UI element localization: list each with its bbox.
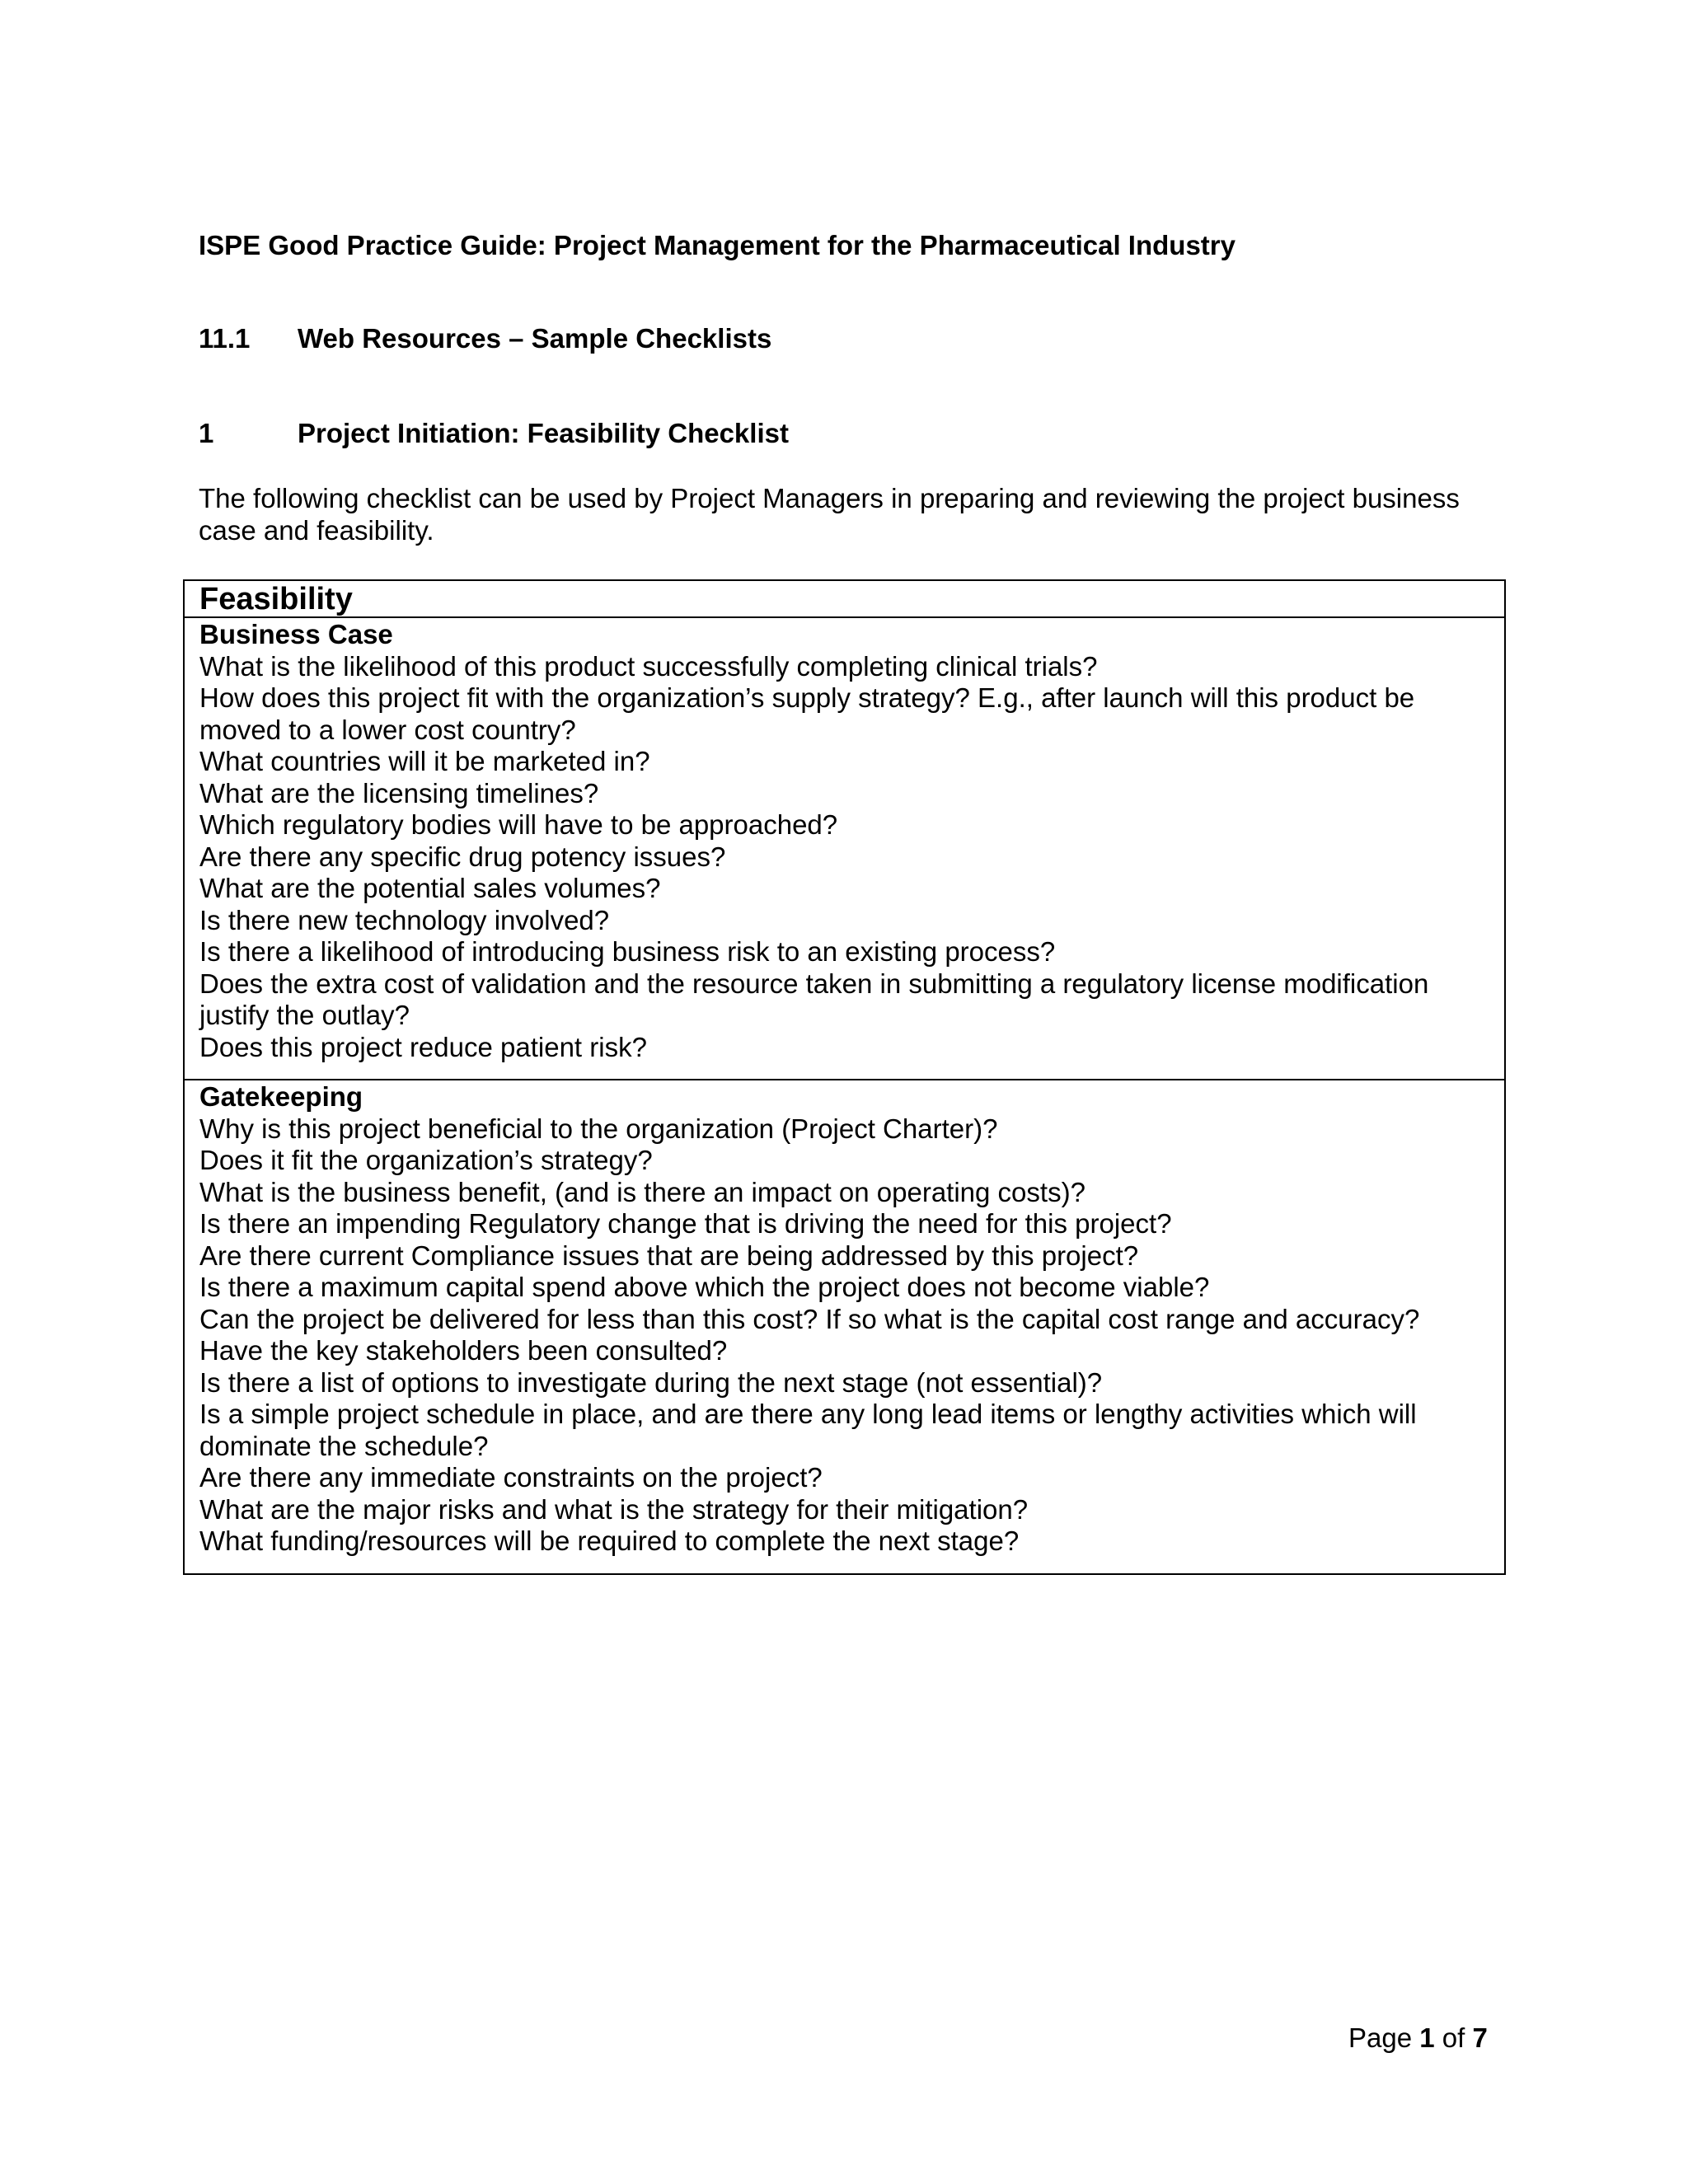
checklist-item: Does this project reduce patient risk? xyxy=(199,1031,647,1062)
checklist-item: Have the key stakeholders been consulted? xyxy=(199,1335,728,1366)
of-label: of xyxy=(1442,2022,1465,2053)
checklist-item: Is there a maximum capital spend above which the project does not become viable? xyxy=(199,1272,1210,1302)
checklist-item: Can the project be delivered for less than this cost? If so what is the capital cost range and accuracy? xyxy=(199,1303,1420,1334)
section-number: 11.1 xyxy=(199,323,251,354)
section-heading-text: Web Resources – Sample Checklists xyxy=(298,323,772,354)
checklist-item: What are the major risks and what is the strategy for their mitigation? xyxy=(199,1493,1029,1525)
checklist-item: Are there any immediate constraints on the project? xyxy=(199,1462,823,1493)
checklist-items xyxy=(199,1113,1489,1558)
checklist-item: Is there a list of options to investigate during the next stage (not essential)? xyxy=(199,1366,1103,1398)
checklist-item: Is there an impending Regulatory change that is driving the need for this project? xyxy=(199,1208,1172,1239)
current-page-number: 1 xyxy=(1419,2022,1435,2053)
checklist-item: What are the licensing timelines? xyxy=(199,777,599,808)
section-heading-text: Project Initiation: Feasibility Checklist xyxy=(298,418,789,448)
checklist-section-business-case xyxy=(185,618,1504,1079)
checklist-item: Are there any specific drug potency issues? xyxy=(199,841,726,872)
total-pages-number: 7 xyxy=(1472,2022,1488,2053)
section-heading-web-resources xyxy=(199,323,771,354)
checklist-item: Is there a likelihood of introducing business risk to an existing process? xyxy=(199,936,1056,967)
checklist-item: Is there new technology involved? xyxy=(199,904,610,935)
page-label: Page xyxy=(1348,2022,1413,2053)
checklist-title: Feasibility xyxy=(185,581,1504,618)
checklist-item: Why is this project beneficial to the organization (Project Charter)? xyxy=(199,1113,998,1144)
checklist-item: Which regulatory bodies will have to be approached? xyxy=(199,809,838,840)
checklist-item: What are the potential sales volumes? xyxy=(199,873,661,903)
section-number: 1 xyxy=(199,418,214,448)
section-title: Business Case xyxy=(199,619,393,649)
section-title: Gatekeeping xyxy=(199,1081,363,1112)
intro-paragraph: The following checklist can be used by Project Managers in preparing and reviewing the project business case and feasibility. xyxy=(199,483,1460,546)
section-heading-feasibility-checklist xyxy=(199,418,789,449)
checklist-section-gatekeeping xyxy=(185,1079,1504,1573)
checklist-item: What countries will it be marketed in? xyxy=(199,746,650,776)
checklist-item: What funding/resources will be required to complete the next stage? xyxy=(199,1526,1020,1556)
checklist-items xyxy=(199,651,1489,1064)
checklist-item: Is a simple project schedule in place, and are there any long lead items or lengthy activities which will dominate the schedule? xyxy=(199,1399,1417,1461)
checklist-item: How does this project fit with the organization’s supply strategy? E.g., after launch will this product be moved to a lower cost country? xyxy=(199,682,1415,745)
checklist-item: What is the business benefit, (and is there an impact on operating costs)? xyxy=(199,1176,1085,1207)
checklist-item: Does the extra cost of validation and the resource taken in submitting a regulatory license modification justify the outlay? xyxy=(199,968,1429,1030)
page-number-footer xyxy=(1348,2022,1488,2054)
checklist-item: Are there current Compliance issues that are being addressed by this project? xyxy=(199,1240,1139,1271)
feasibility-checklist-table xyxy=(183,579,1506,1575)
document-title: ISPE Good Practice Guide: Project Management for the Pharmaceutical Industry xyxy=(199,230,1236,260)
checklist-item: What is the likelihood of this product successfully completing clinical trials? xyxy=(199,650,1098,682)
checklist-item: Does it fit the organization’s strategy? xyxy=(199,1145,653,1175)
